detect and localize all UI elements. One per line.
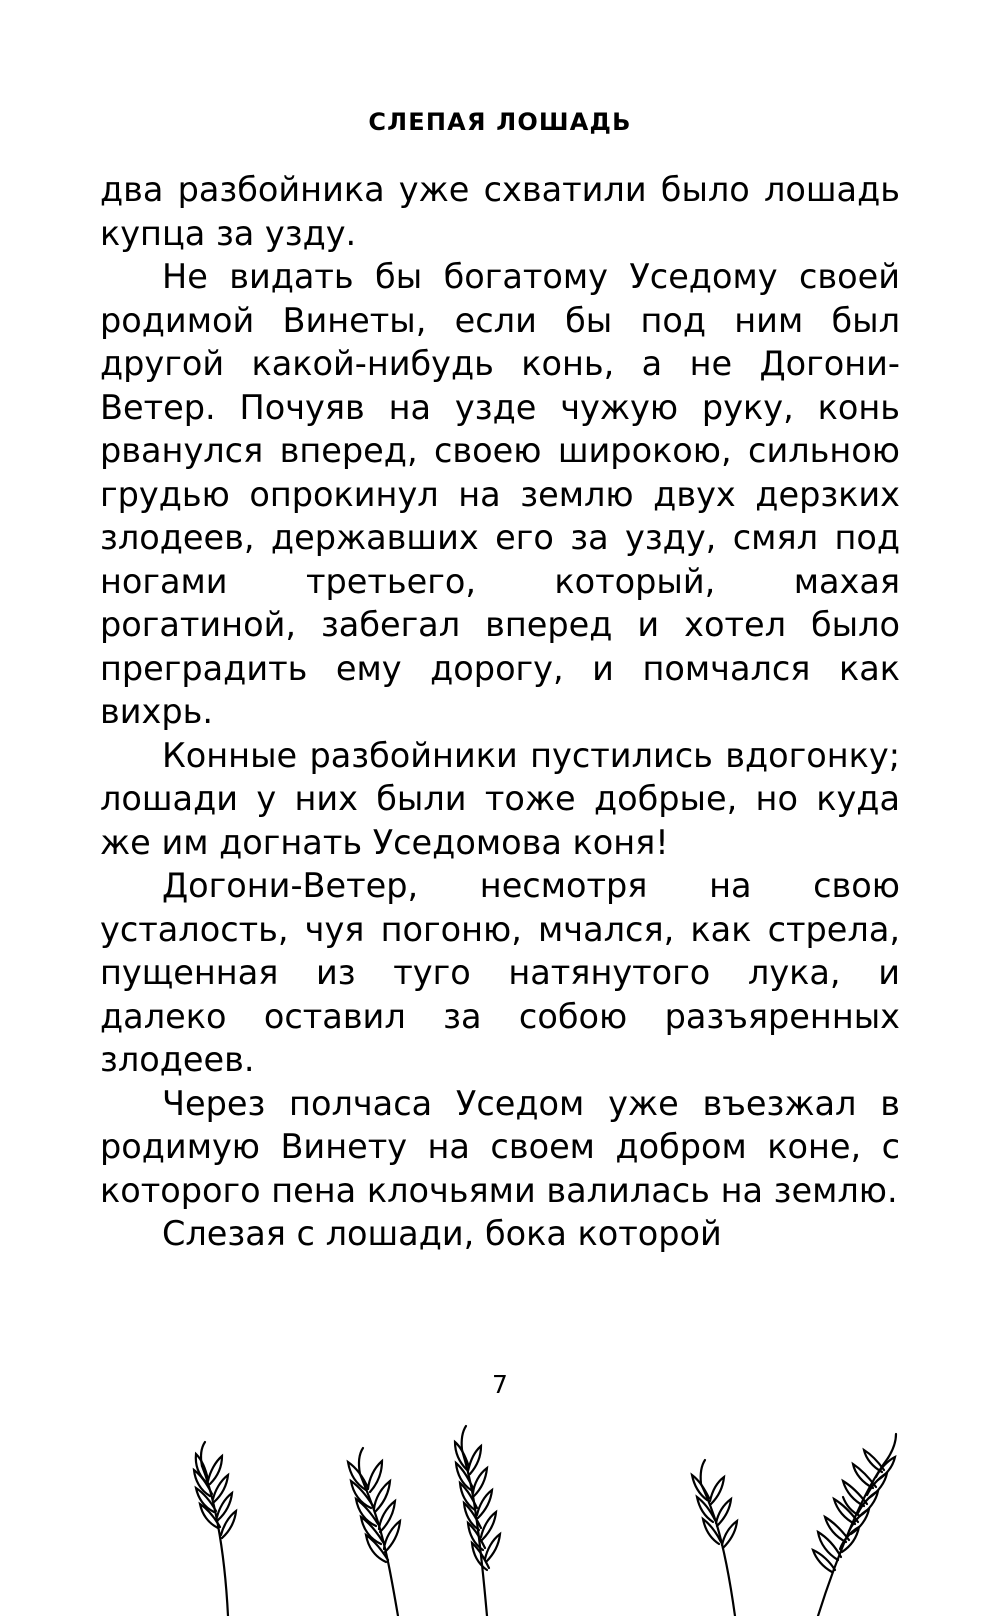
paragraph: Слезая с лошади, бока которой <box>162 1214 722 1253</box>
paragraph: два разбойника уже схватили было лошадь купца за узду. <box>100 170 900 253</box>
running-head: СЛЕПАЯ ЛОШАДЬ <box>368 108 632 136</box>
body-text-column <box>100 168 900 1256</box>
paragraph: Догони-Ветер, несмотря на свою усталость, чуя погоню, мчался, как стрела, пущенная из туго натянутого лука, и далеко оставил за собою разъяренных злодеев. <box>100 866 900 1079</box>
grass-sprigs-illustration <box>0 1366 1000 1616</box>
paragraph: Конные разбойники пустились вдогонку; лошади у них были тоже добрые, но куда же им догнать Уседомова коня! <box>100 735 900 862</box>
page-number: 7 <box>492 1370 508 1399</box>
paragraph: Через полчаса Уседом уже въезжал в родимую Винету на своем добром коне, с которого пена клочьями валилась на землю. <box>100 1083 900 1210</box>
paragraph: Не видать бы богатому Уседому своей родимой Винеты, если бы под ним был другой какой-нибудь конь, а не Догони-Ветер. Почуяв на узде чужую руку, конь рванулся вперед, своею широкою, сильною грудью опрокинул на землю двух дерзких злодеев, державших его за узду, смял под ногами третьего, который, махая рогатиной, забегал вперед и хотел было преградить ему дорогу, и помчался как вихрь. <box>100 257 900 731</box>
